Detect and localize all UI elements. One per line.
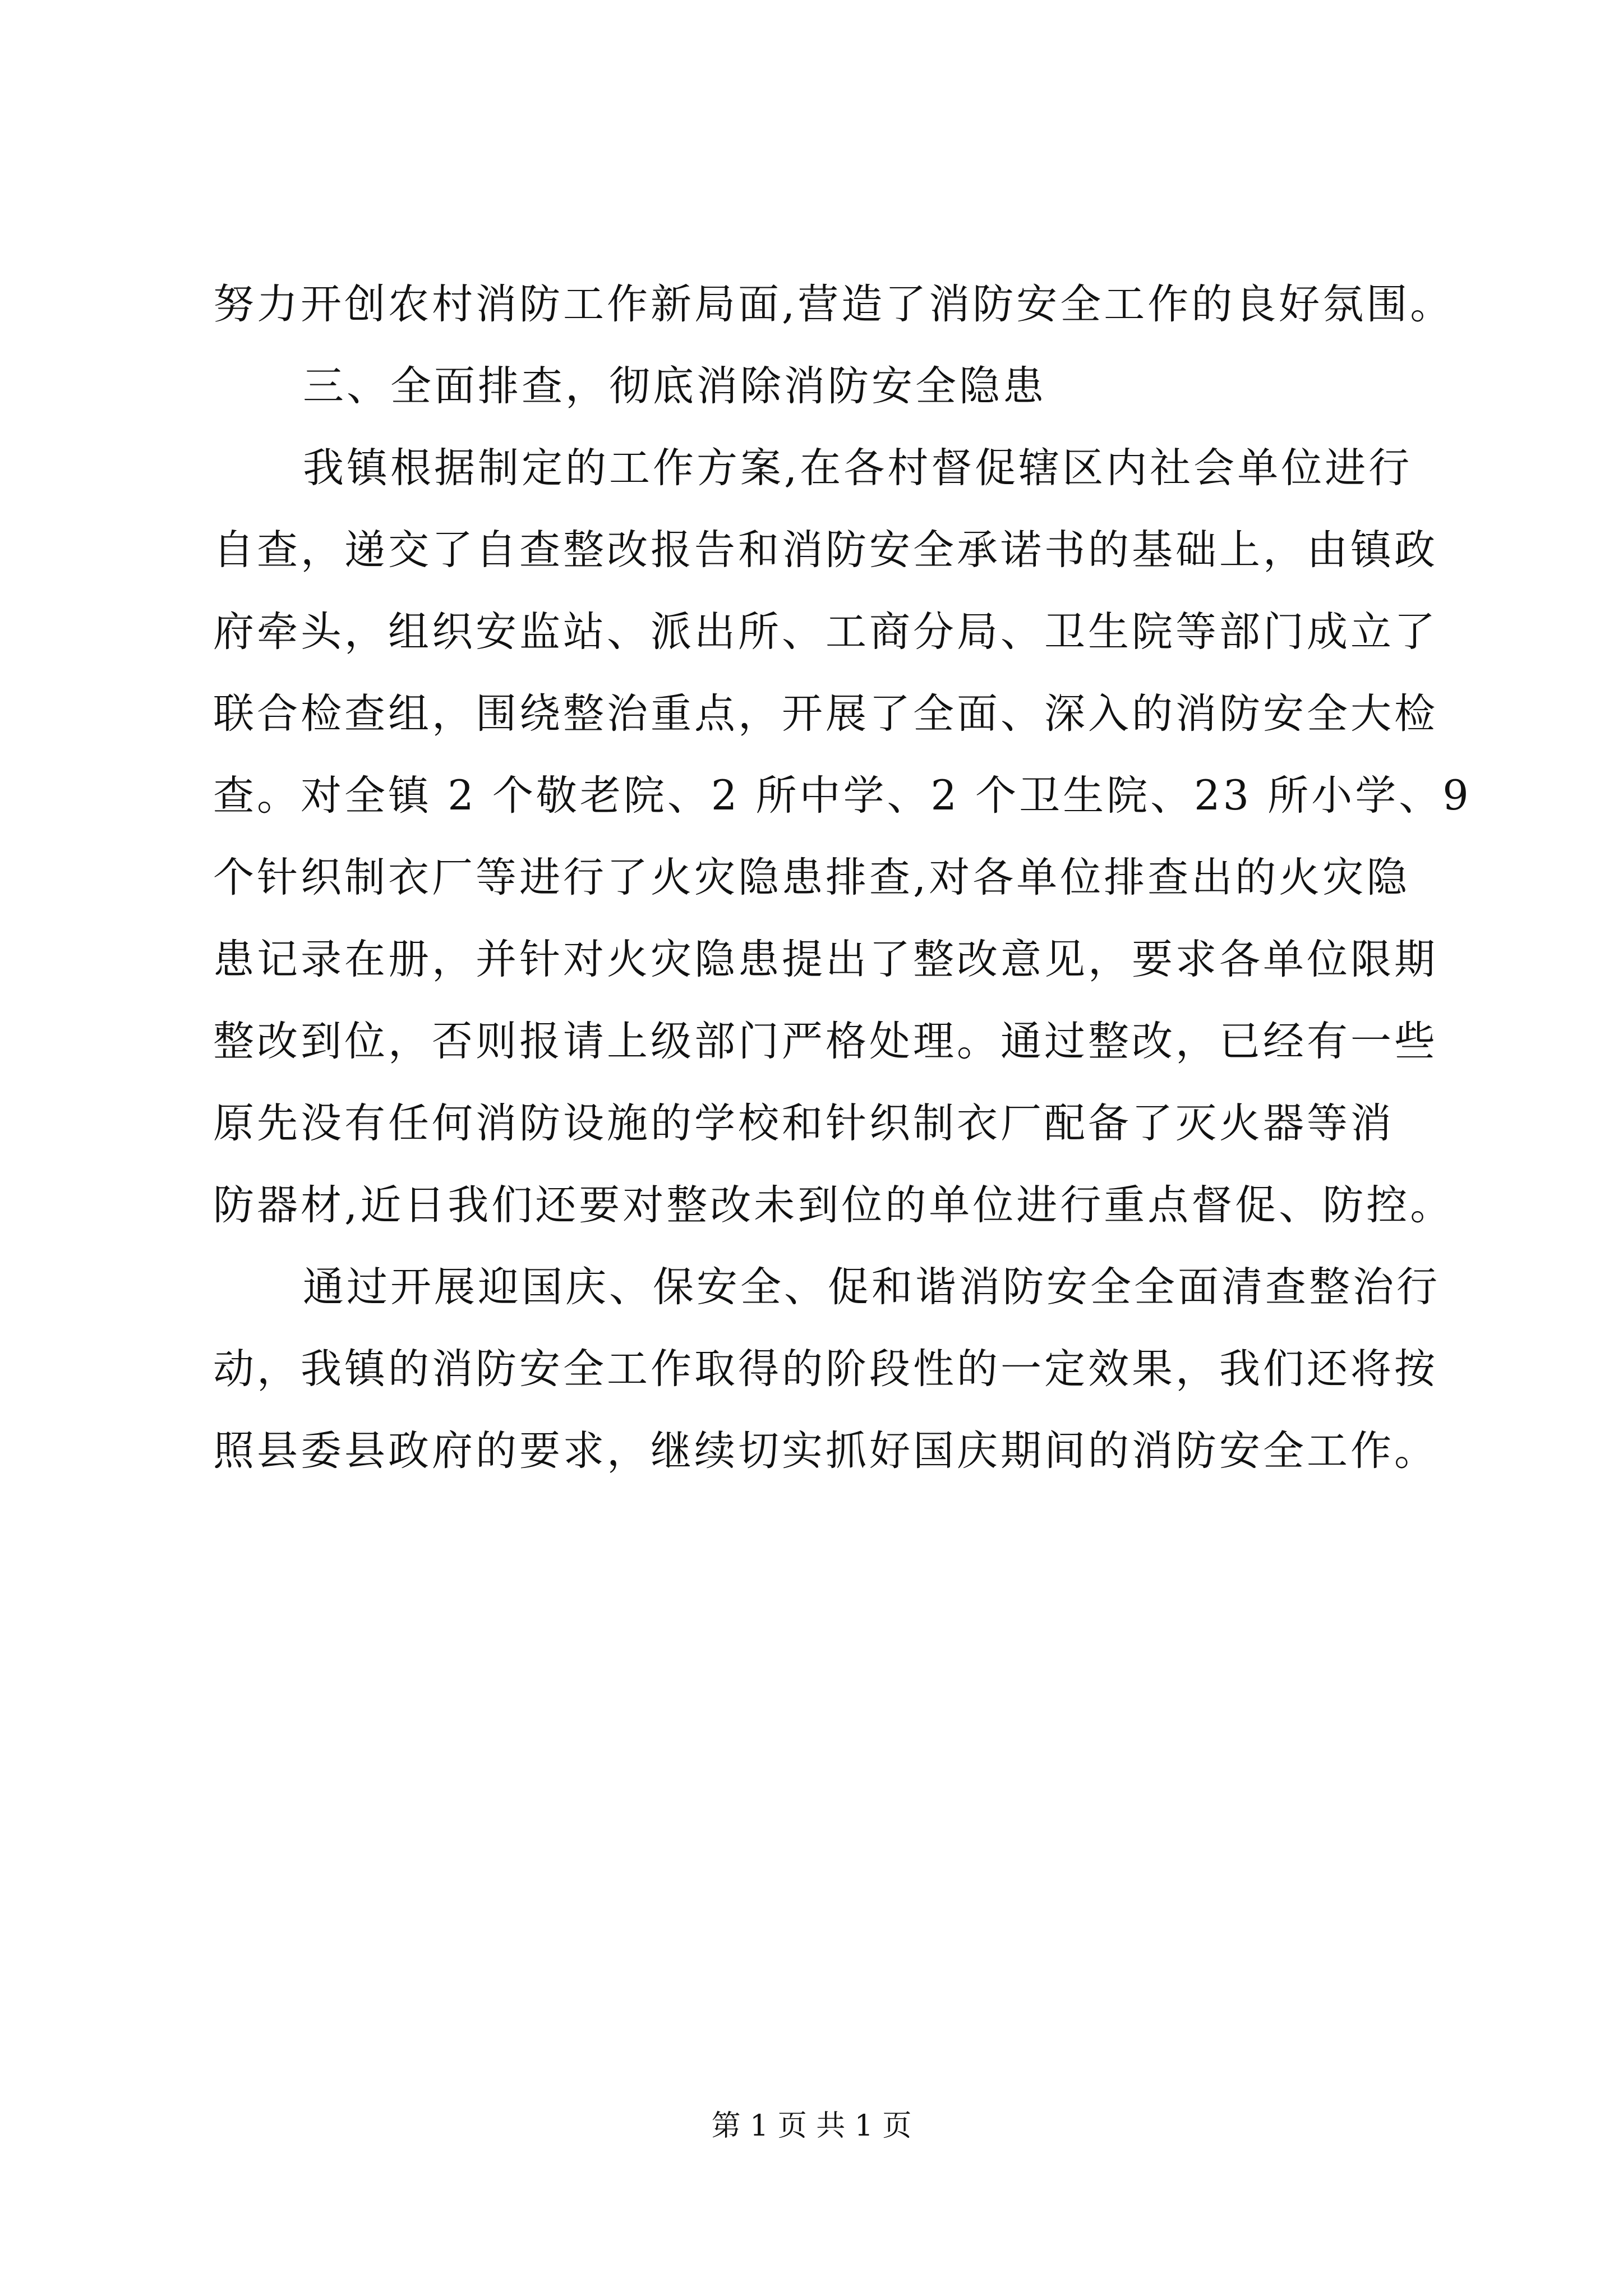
paragraph-continuation-line: 努力开创农村消防工作新局面,营造了消防安全工作的良好氛围。 bbox=[213, 280, 1454, 328]
section-heading: 三、全面排查，彻底消除消防安全隐患 bbox=[303, 362, 1046, 410]
page-number-footer: 第 1 页 共 1 页 bbox=[711, 2109, 912, 2143]
paragraph-line: 照县委县政府的要求，继续切实抓好国庆期间的消防安全工作。 bbox=[213, 1427, 1438, 1475]
paragraph-line: 联合检查组，围绕整治重点，开展了全面、深入的消防安全大检 bbox=[213, 690, 1438, 738]
paragraph-line: 通过开展迎国庆、保安全、促和谐消防安全全面清查整治行 bbox=[303, 1263, 1440, 1311]
paragraph-line: 患记录在册，并针对火灾隐患提出了整改意见，要求各单位限期 bbox=[213, 936, 1438, 983]
paragraph-line: 整改到位，否则报请上级部门严格处理。通过整改，已经有一些 bbox=[213, 1018, 1438, 1065]
paragraph-line: 查。对全镇 2 个敬老院、2 所中学、2 个卫生院、23 所小学、9 bbox=[213, 772, 1472, 820]
paragraph-line: 动，我镇的消防安全工作取得的阶段性的一定效果，我们还将按 bbox=[213, 1345, 1438, 1393]
paragraph-line: 原先没有任何消防设施的学校和针织制衣厂配备了灭火器等消 bbox=[213, 1099, 1394, 1147]
paragraph-line: 自查，递交了自查整改报告和消防安全承诺书的基础上，由镇政 bbox=[213, 526, 1438, 574]
paragraph-line: 府牵头，组织安监站、派出所、工商分局、卫生院等部门成立了 bbox=[213, 608, 1438, 656]
paragraph-line: 防器材,近日我们还要对整改未到位的单位进行重点督促、防控。 bbox=[213, 1181, 1454, 1229]
paragraph-line: 我镇根据制定的工作方案,在各村督促辖区内社会单位进行 bbox=[303, 444, 1413, 492]
paragraph-line: 个针织制衣厂等进行了火灾隐患排查,对各单位排查出的火灾隐 bbox=[213, 854, 1410, 901]
document-body bbox=[213, 264, 1472, 1492]
